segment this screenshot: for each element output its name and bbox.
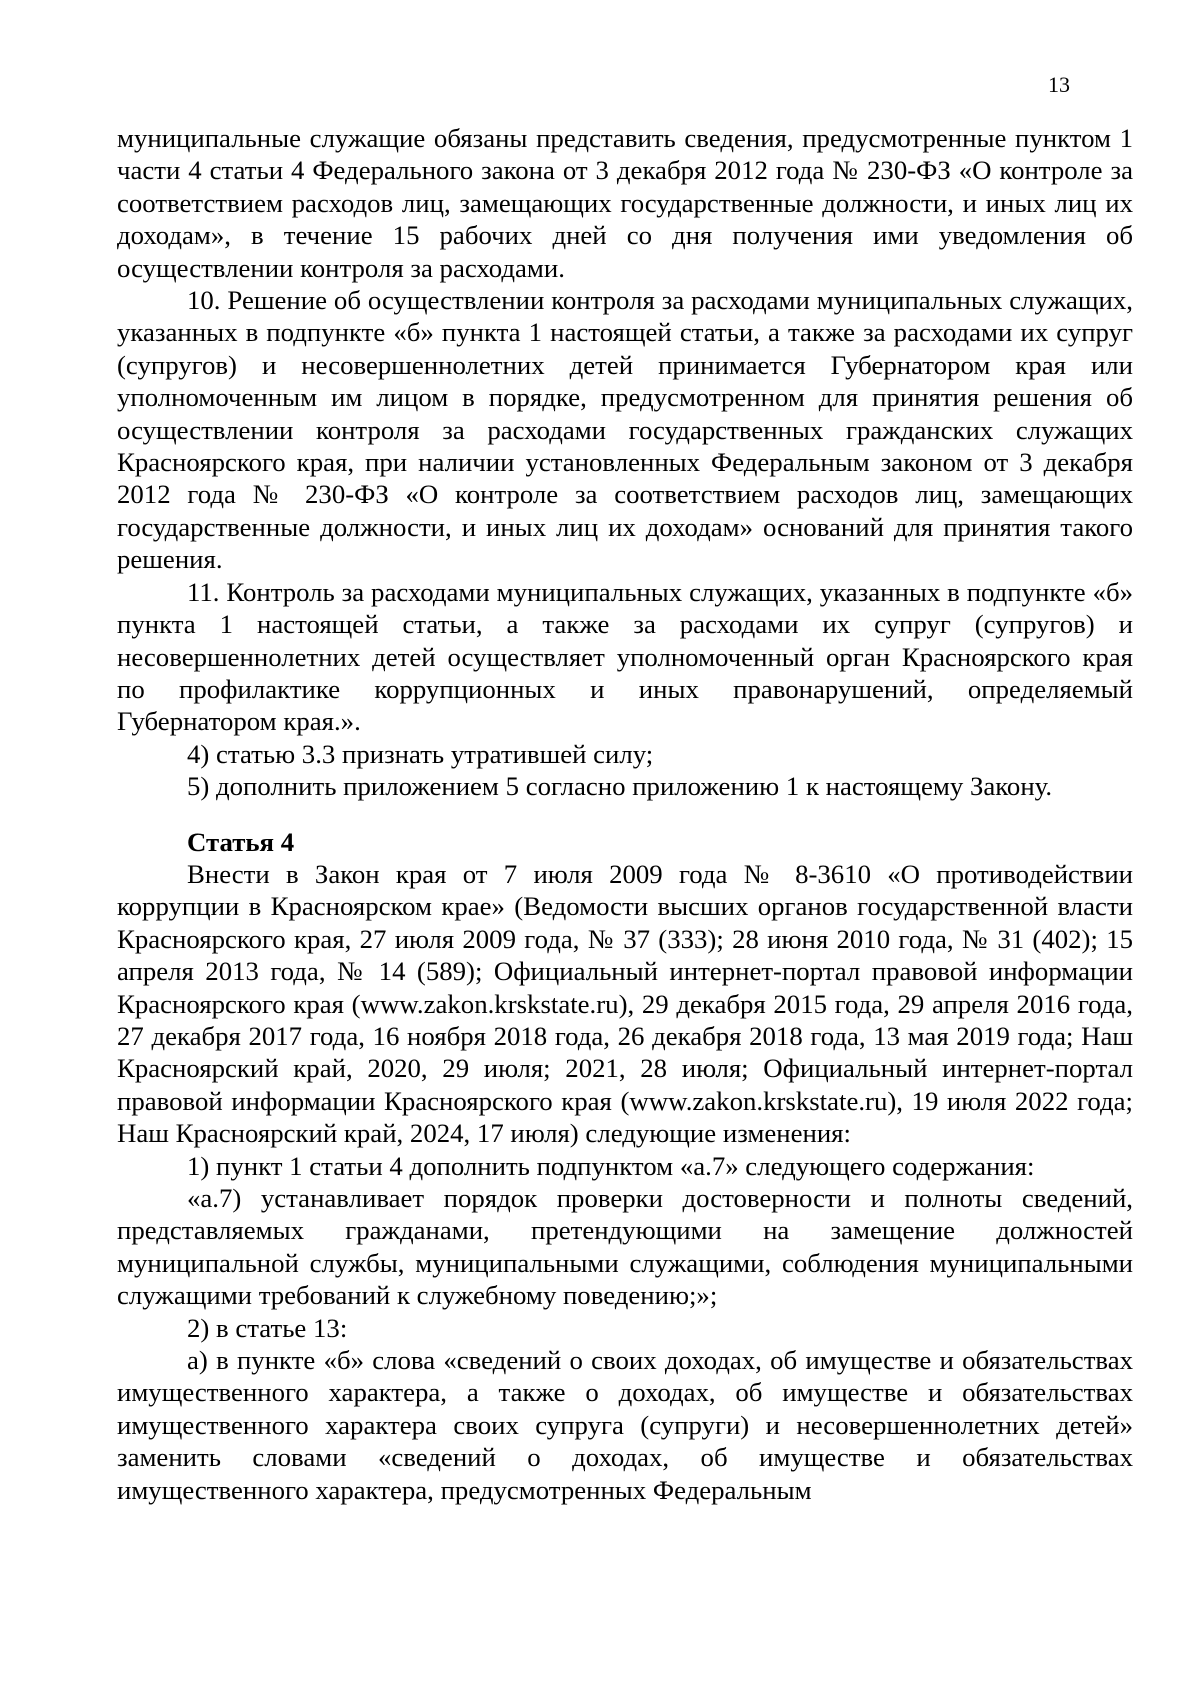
section-before-article: [117, 122, 1133, 803]
page-number: 13: [1048, 72, 1070, 97]
list-item: 5) дополнить приложением 5 согласно приложению 1 к настоящему Закону.: [187, 771, 1053, 802]
paragraph-item-10: 10. Решение об осуществлении контроля за расходами муниципальных служащих, указанных в подпункте «б» пункта 1 настоящей статьи, а также за расходами их супруг (супругов) и несовершеннолетних детей принимается Губернатором края или уполномоченным им лицом в порядке, предусмотренном для принятия решения об осуществлении контроля за расходами государственных гражданских служащих Красноярского края, при наличии установленных Федеральным законом от 3 декабря 2012 года № 230-ФЗ «О контроле за соответствием расходов лиц, замещающих государственные должности, и иных лиц их доходам» оснований для принятия такого решения.: [117, 285, 1133, 575]
section-article-4: [117, 858, 1133, 1506]
sub-list-item: а) в пункте «б» слова «сведений о своих доходах, об имуществе и обязательствах имущественного характера, а также о доходах, об имуществе и обязательствах имущественного характера своих супруга (супруги) и несовершеннолетних детей» заменить словами «сведений о доходах, об имуществе и обязательствах имущественного характера, предусмотренных Федеральным: [117, 1345, 1133, 1505]
list-item: 1) пункт 1 статьи 4 дополнить подпунктом «а.7» следующего содержания:: [187, 1150, 1035, 1181]
paragraph-item-11: 11. Контроль за расходами муниципальных служащих, указанных в подпункте «б» пункта 1 настоящей статьи, а также за расходами их супруг (супругов) и несовершеннолетних детей осуществляет уполномоченный орган Красноярского края по профилактике коррупционных и иных правонарушений, определяемый Губернатором края.».: [117, 576, 1133, 737]
quoted-subparagraph: «а.7) устанавливает порядок проверки достоверности и полноты сведений, представляемых гражданами, претендующими на замещение должностей муниципальной службы, муниципальными служащими, соблюдения муниципальными служащими требований к служебному поведению;»;: [117, 1183, 1133, 1311]
paragraph: муниципальные служащие обязаны представить сведения, предусмотренные пунктом 1 части 4 статьи 4 Федерального закона от 3 декабря 2012 года № 230-ФЗ «О контроле за соответствием расходов лиц, замещающих государственные должности, и иных лиц их доходам», в течение 15 рабочих дней со дня получения ими уведомления об осуществлении контроля за расходами.: [117, 123, 1133, 283]
list-item: 2) в статье 13:: [187, 1312, 348, 1343]
paragraph-amendment-intro: Внести в Закон края от 7 июля 2009 года № 8-3610 «О противодействии коррупции в Красноярском крае» (Ведомости высших органов государственной власти Красноярского края, 27 июля 2009 года, № 37 (333); 28 июня 2010 года, № 31 (402); 15 апреля 2013 года, № 14 (589); Официальный интернет-портал правовой информации Красноярского края (www.zakon.krskstate.ru), 29 декабря 2015 года, 29 апреля 2016 года, 27 декабря 2017 года, 16 ноября 2018 года, 26 декабря 2018 года, 13 мая 2019 года; Наш Красноярский край, 2020, 29 июля; 2021, 28 июля; Официальный интернет-портал правовой информации Красноярского края (www.zakon.krskstate.ru), 19 июля 2022 года; Наш Красноярский край, 2024, 17 июля) следующие изменения:: [117, 858, 1133, 1149]
article-heading: Статья 4: [187, 826, 295, 857]
list-item: 4) статью 3.3 признать утратившей силу;: [187, 738, 654, 769]
document-body: [117, 122, 1133, 1506]
